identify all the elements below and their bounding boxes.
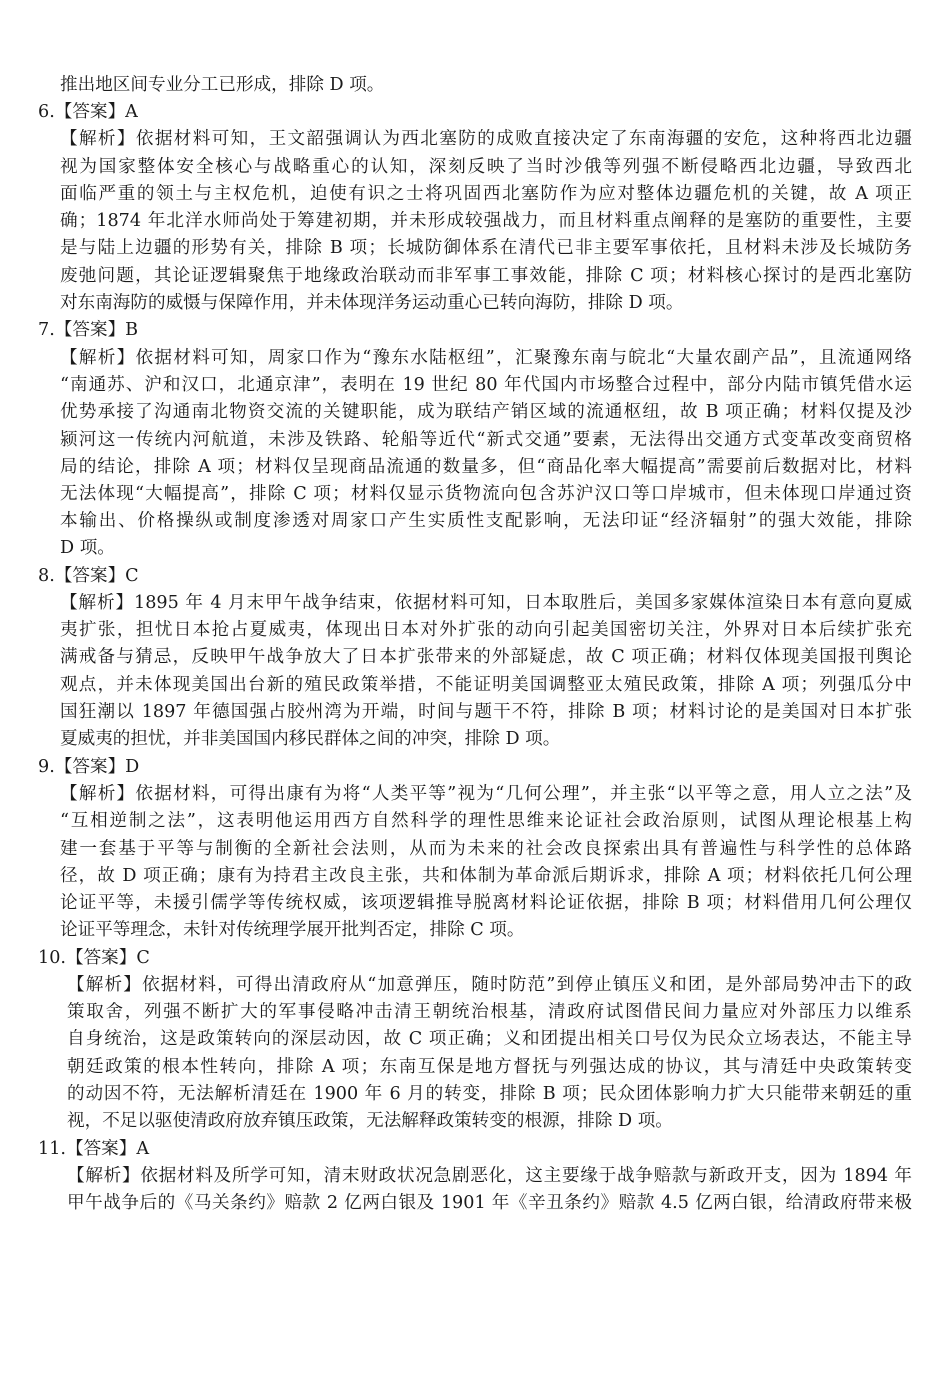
text-line: “南通苏、沪和汉口，北通京津”，表明在 19 世纪 80 年代国内市场整合过程中，部分内陆市镇凭借水运 [60,375,912,395]
text-line: 建一套基于平等与制衡的全新社会法则，从而为未来的社会改良探索出具有普遍性与科学性的总体路 [60,839,912,859]
answer-line: 11.【答案】A [38,1139,150,1159]
answer-line: 9.【答案】D [38,757,140,777]
text-line: 【解析】1895 年 4 月末甲午战争结束，依据材料可知，日本取胜后，美国多家媒体渲染日本有意向夏威 [60,593,912,613]
text-line: “互相逆制之法”，这表明他运用西方自然科学的理性思维来论证社会政治原则，试图从理论根基上构 [60,811,912,831]
text-line: 【解析】依据材料可知，周家口作为“豫东水陆枢纽”，汇聚豫东南与皖北“大量农副产品”，且流通网络 [60,348,912,368]
text-line: 视，不足以驱使清政府放弃镇压政策，无法解释政策转变的根源，排除 D 项。 [67,1111,673,1131]
text-line: 是与陆上边疆的形势有关，排除 B 项；长城防御体系在清代已非主要军事依托，且材料未涉及长城防务 [60,238,912,258]
text-line: 甲午战争后的《马关条约》赔款 2 亿两白银及 1901 年《辛丑条约》赔款 4.5 亿两白银，给清政府带来极 [67,1193,912,1213]
answer-line: 10.【答案】C [38,948,150,968]
text-line: 自身统治，这是政策转向的深层动因，故 C 项正确；义和团提出相关口号仅为民众立场表达，不能主导 [67,1029,912,1049]
text-line: 策取舍，列强不断扩大的军事侵略冲击清王朝统治根基，清政府试图借民间力量应对外部压力以维系 [67,1002,912,1022]
text-line: 国狂潮以 1897 年德国强占胶州湾为开端，时间与题干不符，排除 B 项；材料讨论的是美国对日本扩张 [60,702,912,722]
text-line: 的动因不符，无法解析清廷在 1900 年 6 月的转变，排除 B 项；民众团体影响力扩大只能带来朝廷的重 [67,1084,912,1104]
text-line: 论证平等，未援引儒学等传统权威，该项逻辑推导脱离材料论证依据，排除 B 项；材料借用几何公理仅 [60,893,912,913]
text-line: 径，故 D 项正确；康有为持君主改良主张，共和体制为革命派后期诉求，排除 A 项；材料依托几何公理 [60,866,912,886]
text-line: 局的结论，排除 A 项；材料仅呈现商品流通的数量多，但“商品化率大幅提高”需要前后数据对比，材料 [60,457,912,477]
text-line: 观点，并未体现美国出台新的殖民政策举措，不能证明美国调整亚太殖民政策，排除 A 项；列强瓜分中 [60,675,912,695]
text-line: 夏威夷的担忧，并非美国国内移民群体之间的冲突，排除 D 项。 [60,729,561,749]
text-line: 夷扩张，担忧日本抢占夏威夷，体现出日本对外扩张的动向引起美国密切关注，外界对日本后续扩张充 [60,620,912,640]
text-line: 面临严重的领土与主权危机，迫使有识之士将巩固西北塞防作为应对整体边疆危机的关键，故 A 项正 [60,184,912,204]
text-line: 【解析】依据材料，可得出清政府从“加意弹压，随时防范”到停止镇压义和团，是外部局势冲击下的政 [67,975,912,995]
text-line: 满戒备与猜忌，反映甲午战争放大了日本扩张带来的外部疑虑，故 C 项正确；材料仅体现美国报刊舆论 [60,647,912,667]
text-line: 颍河这一传统内河航道，未涉及铁路、轮船等近代“新式交通”要素，无法得出交通方式变革改变商贸格 [60,430,912,450]
text-line: 论证平等理念，未针对传统理学展开批判否定，排除 C 项。 [60,920,525,940]
text-line: 优势承接了沟通南北物资交流的关键职能，成为联结产销区域的流通枢纽，故 B 项正确；材料仅提及沙 [60,402,912,422]
answer-line: 7.【答案】B [38,320,139,340]
text-line: 废弛问题，其论证逻辑聚焦于地缘政治联动而非军事工事效能，排除 C 项；材料核心探讨的是西北塞防 [60,266,912,286]
text-line: 【解析】依据材料，可得出康有为将“人类平等”视为“几何公理”，并主张“以平等之意，用人立之法”及 [60,784,912,804]
text-line: 无法体现“大幅提高”，排除 C 项；材料仅显示货物流向包含苏沪汉口等口岸城市，但未体现口岸通过资 [60,484,912,504]
answer-line: 8.【答案】C [38,566,139,586]
text-line: 对东南海防的威慑与保障作用，并未体现洋务运动重心已转向海防，排除 D 项。 [60,293,684,313]
text-line: 确；1874 年北洋水师尚处于筹建初期，并未形成较强战力，而且材料重点阐释的是塞防的重要性，主要 [60,211,912,231]
text-line: 推出地区间专业分工已形成，排除 D 项。 [60,75,385,95]
text-line: 本输出、价格操纵或制度渗透对周家口产生实质性支配影响，无法印证“经济辐射”的强大效能，排除 [60,511,912,531]
text-line: 【解析】依据材料可知，王文韶强调认为西北塞防的成败直接决定了东南海疆的安危，这种将西北边疆 [60,129,912,149]
answer-line: 6.【答案】A [38,102,138,122]
text-line: 视为国家整体安全核心与战略重心的认知，深刻反映了当时沙俄等列强不断侵略西北边疆，导致西北 [60,157,912,177]
text-line: 【解析】依据材料及所学可知，清末财政状况急剧恶化，这主要缘于战争赔款与新政开支，因为 1894 年 [67,1166,912,1186]
text-line: D 项。 [60,538,115,558]
text-line: 朝廷政策的根本性转向，排除 A 项；东南互保是地方督抚与列强达成的协议，其与清廷中央政策转变 [67,1057,912,1077]
